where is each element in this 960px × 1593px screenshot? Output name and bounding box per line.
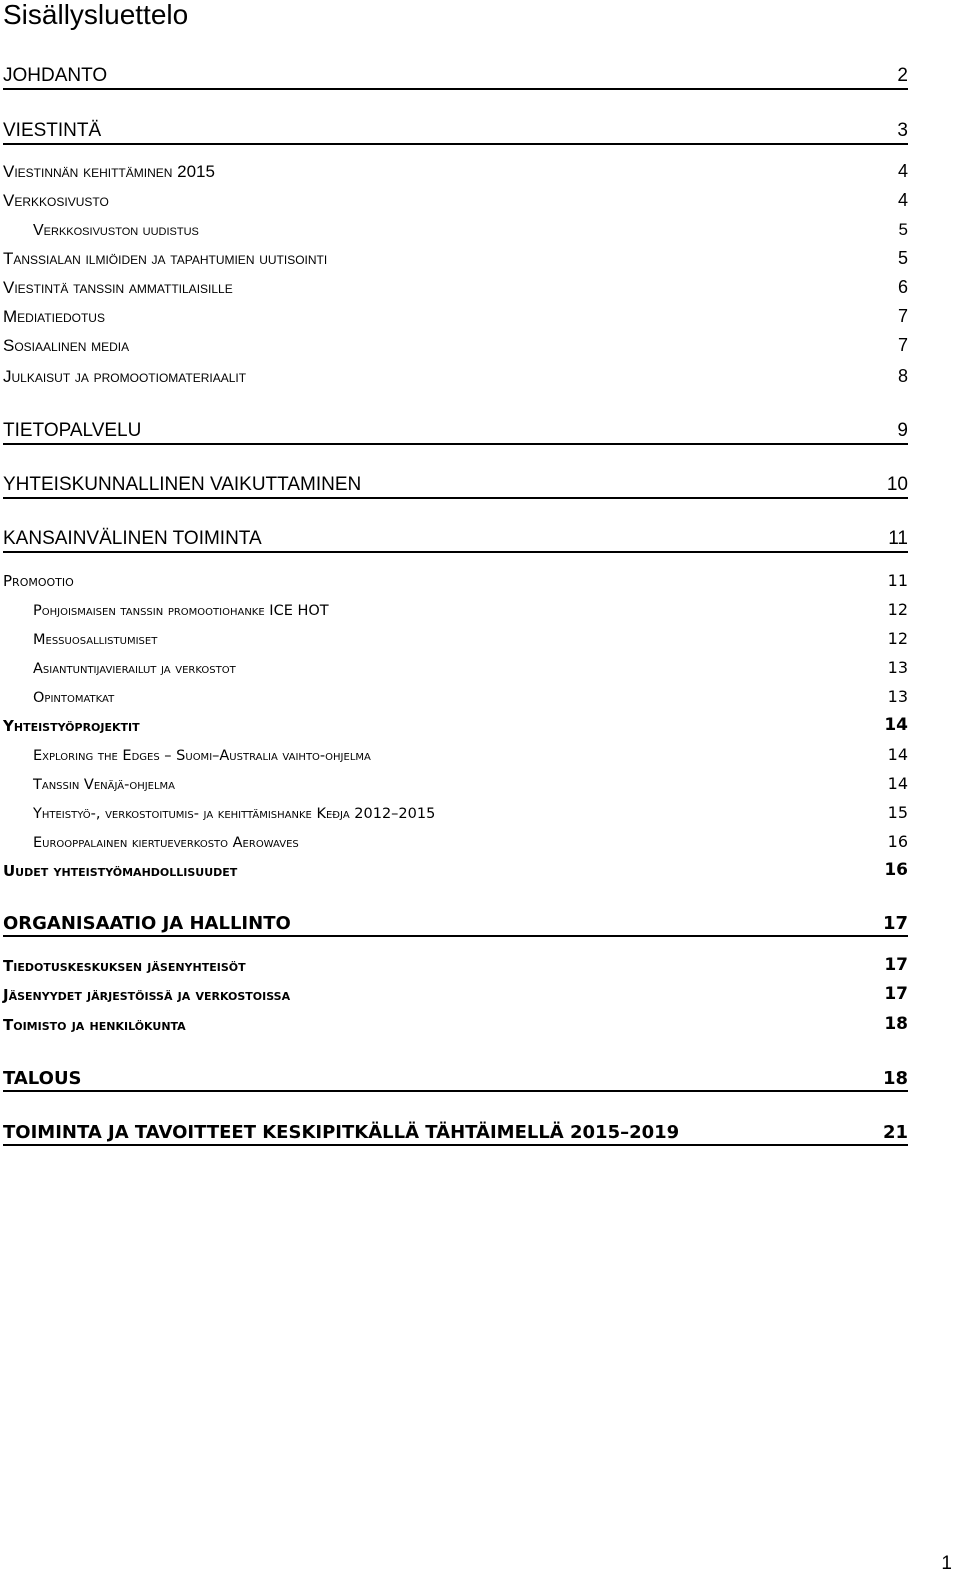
toc-entry-page: 12 <box>887 600 908 619</box>
toc-entry-label: Viestinnän kehittäminen 2015 <box>3 162 215 181</box>
toc-entry-tietopalvelu[interactable] <box>3 419 908 445</box>
toc-entry-label: JOHDANTO <box>3 65 108 86</box>
toc-entry-talous[interactable] <box>3 1066 908 1092</box>
toc-entry-label: Verkkosivusto <box>3 191 109 210</box>
toc-entry-asiantuntijavierailut[interactable] <box>33 655 908 679</box>
toc-entry-label: Yhteistyö-, verkostoitumis- ja kehittämishanke Keđja 2012–2015 <box>33 806 436 822</box>
toc-entry-opintomatkat[interactable] <box>33 684 908 708</box>
toc-entry-label: Promootio <box>3 572 74 590</box>
toc-entry-page: 13 <box>887 658 908 677</box>
toc-entry-page: 17 <box>884 984 908 1004</box>
toc-entry-page: 16 <box>884 860 908 880</box>
toc-entry-label: Messuosallistumiset <box>33 632 158 648</box>
toc-entry-page: 7 <box>897 335 908 355</box>
toc-entry-sosiaalinen-media[interactable] <box>3 334 908 358</box>
toc-entry-page: 18 <box>884 1014 908 1034</box>
toc-entry-page: 7 <box>897 306 908 326</box>
toc-entry-page: 11 <box>888 528 908 549</box>
toc-entry-label: Tiedotuskeskuksen jäsenyhteisöt <box>3 957 246 975</box>
toc-entry-page: 5 <box>898 220 908 239</box>
toc-entry-page: 12 <box>887 629 908 648</box>
toc-entry-jasenyhteisot[interactable] <box>3 953 908 977</box>
toc-entry-kansainvalinen-toiminta[interactable] <box>3 527 908 553</box>
toc-entry-page: 10 <box>886 474 908 495</box>
toc-entry-label: TOIMINTA JA TAVOITTEET KESKIPITKÄLLÄ TÄHTÄIMELLÄ 2015–2019 <box>3 1122 680 1143</box>
toc-entry-aerowaves[interactable] <box>33 829 908 853</box>
toc-entry-mediatiedotus[interactable] <box>3 305 908 329</box>
toc-entry-jasenyydet[interactable] <box>3 982 908 1006</box>
toc-entry-page: 5 <box>897 248 908 268</box>
toc-entry-label: Tanssialan ilmiöiden ja tapahtumien uutisointi <box>3 249 328 268</box>
toc-entry-verkkosivuston-uudistus[interactable] <box>33 218 908 242</box>
toc-entry-page: 15 <box>887 803 908 822</box>
toc-entry-label: Asiantuntijavierailut ja verkostot <box>33 661 236 677</box>
toc-entry-toimisto[interactable] <box>3 1012 908 1036</box>
toc-entry-viestinta-ammattilaisille[interactable] <box>3 276 908 300</box>
toc-entry-page: 17 <box>884 955 908 975</box>
toc-entry-label: KANSAINVÄLINEN TOIMINTA <box>3 528 262 549</box>
toc-entry-label: Julkaisut ja promootiomateriaalit <box>3 367 247 386</box>
toc-entry-page: 6 <box>897 277 908 297</box>
toc-entry-page: 14 <box>887 745 908 764</box>
toc-entry-page: 9 <box>897 420 908 441</box>
toc-entry-label: Exploring the Edges – Suomi–Australia vaihto-ohjelma <box>33 748 371 764</box>
toc-entry-yhteistyoprojektit[interactable] <box>3 713 908 737</box>
toc-entry-page: 18 <box>882 1068 908 1089</box>
toc-entry-label: Pohjoismaisen tanssin promootiohanke ICE HOT <box>33 603 329 619</box>
toc-entry-messuosallistumiset[interactable] <box>33 626 908 650</box>
toc-entry-label: TALOUS <box>3 1068 82 1089</box>
toc-entry-page: 4 <box>897 190 908 210</box>
toc-entry-label: Yhteistyöprojektit <box>3 717 140 735</box>
toc-entry-organisaatio-ja-hallinto[interactable] <box>3 911 908 937</box>
toc-entry-page: 14 <box>887 774 908 793</box>
toc-entry-label: Eurooppalainen kiertueverkosto Aerowaves <box>33 835 299 851</box>
toc-entry-label: Sosiaalinen media <box>3 336 130 355</box>
toc-entry-label: Verkkosivuston uudistus <box>33 222 199 239</box>
toc-entry-label: ORGANISAATIO JA HALLINTO <box>3 913 291 934</box>
toc-entry-label: Toimisto ja henkilökunta <box>3 1016 186 1034</box>
toc-entry-page: 17 <box>882 913 908 934</box>
toc-entry-promootio[interactable] <box>3 568 908 592</box>
toc-entry-label: Mediatiedotus <box>3 307 105 326</box>
toc-entry-label: Opintomatkat <box>33 690 115 706</box>
toc-entry-page: 4 <box>897 161 908 181</box>
toc-entry-venaja-ohjelma[interactable] <box>33 771 908 795</box>
toc-entry-label: YHTEISKUNNALLINEN VAIKUTTAMINEN <box>3 474 362 495</box>
toc-entry-viestinnan-kehittaminen[interactable] <box>3 160 908 184</box>
toc-entry-yhteiskunnallinen-vaikuttaminen[interactable] <box>3 473 908 499</box>
toc-entry-viestinta[interactable] <box>3 119 908 145</box>
toc-entry-label: Uudet yhteistyömahdollisuudet <box>3 862 238 880</box>
toc-entry-page: 11 <box>887 571 908 590</box>
toc-entry-toiminta-ja-tavoitteet[interactable] <box>3 1120 908 1146</box>
toc-entry-label: TIETOPALVELU <box>3 420 142 441</box>
toc-entry-label: Jäsenyydet järjestöissä ja verkostoissa <box>3 986 291 1004</box>
page-number: 1 <box>941 1553 952 1574</box>
toc-entry-kedja[interactable] <box>33 800 908 824</box>
toc-entry-julkaisut[interactable] <box>3 365 908 389</box>
toc-entry-tanssialan-uutisointi[interactable] <box>3 247 908 271</box>
toc-entry-label: Tanssin Venäjä-ohjelma <box>33 777 176 793</box>
toc-entry-page: 8 <box>897 366 908 386</box>
toc-entry-page: 21 <box>882 1122 908 1143</box>
toc-entry-page: 2 <box>897 65 908 86</box>
toc-entry-label: Viestintä tanssin ammattilaisille <box>3 278 233 297</box>
toc-entry-page: 3 <box>897 120 908 141</box>
toc-entry-page: 14 <box>884 715 908 735</box>
toc-entry-ice-hot[interactable] <box>33 597 908 621</box>
toc-entry-exploring-the-edges[interactable] <box>33 742 908 766</box>
toc-title: Sisällysluettelo <box>3 0 189 30</box>
toc-entry-johdanto[interactable] <box>3 64 908 90</box>
toc-entry-page: 16 <box>887 832 908 851</box>
toc-entry-uudet-yhteistyomahdollisuudet[interactable] <box>3 858 908 882</box>
toc-entry-page: 13 <box>887 687 908 706</box>
toc-entry-verkkosivusto[interactable] <box>3 189 908 213</box>
toc-entry-label: VIESTINTÄ <box>3 120 102 141</box>
